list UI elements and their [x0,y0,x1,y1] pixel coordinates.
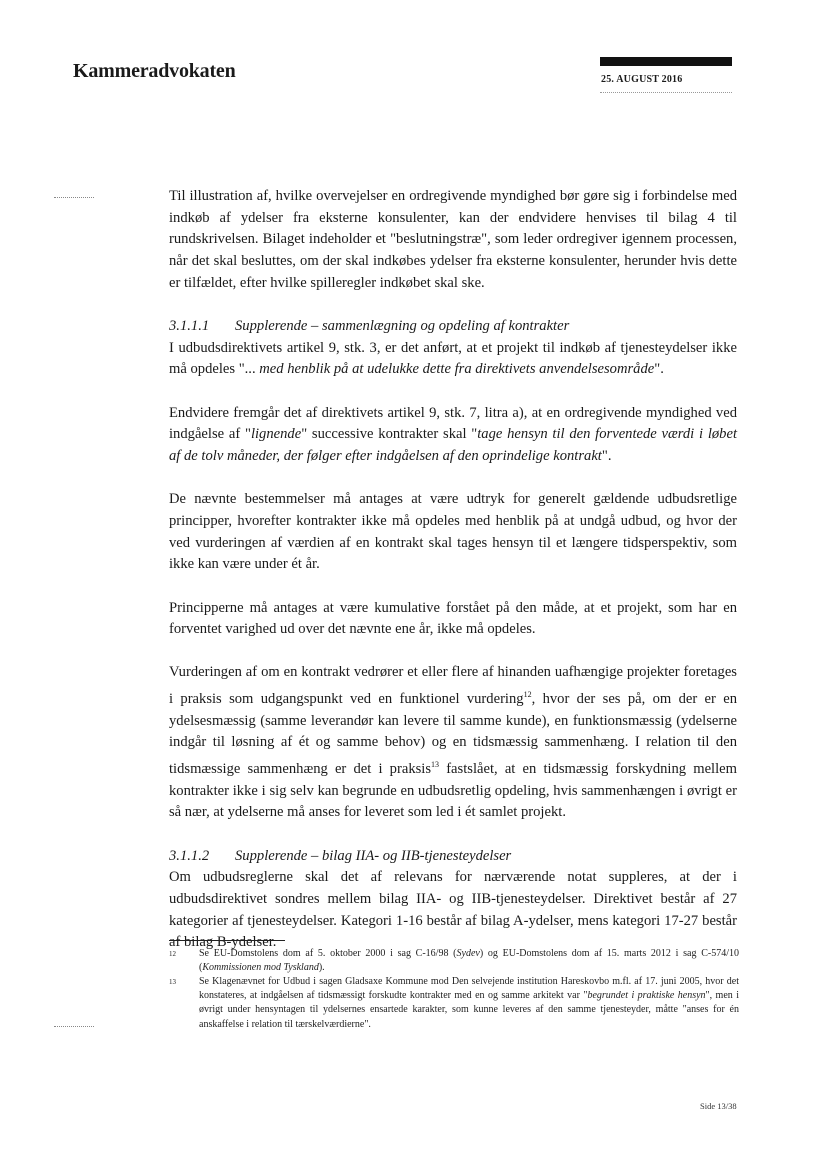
footnote-13 [169,975,739,1032]
header-bar [600,57,732,66]
paragraph-1: Til illustration af, hvilke overvejelser en ordregivende myndighed bør gøre sig i forbindelse med indkøb af ydelser fra eksterne konsulenter, kan der endvidere henvises til bilag 4 til rundskrivelsen. Bilaget indeholder et "beslutningstræ", som leder ordregiver igennem processen, når det skal besluttes, om der skal indkøbes ydelser fra eksterne konsulenter, herunder hvis dette er tilfældet, efter hvilke spilleregler indkøbet skal ske. [169,188,737,291]
footnote-text: Se EU-Domstolens dom af 5. oktober 2000 i sag C-16/98 (Sydev) og EU-Domstolens dom af 15. marts 2012 i sag C-574/10 (Kommissionen mod Tyskland). [199,948,739,974]
margin-mark-top [54,197,94,198]
document-date: 25. AUGUST 2016 [601,74,683,85]
paragraph-6: Vurderingen af om en kontrakt vedrører et eller flere af hinanden uafhængige projekter foretages i praksis som udgangspunkt ved en funktionel vurdering$^{12}$, hvor der ses på, om der er en ydelsesmæssig (samme leverandør kan levere til samme kunde), en funktionsmæssig (ydelserne indgår til løsning af ét og samme behov) og en tidsmæssig sammenhæng. I relation til den tidsmæssige sammenhæng er det i praksis$^{13}$ fastslået, at en tidsmæssig forskydning mellem kontrakter ikke i sig selv kan begrunde en udbudsretlig opdeling, hvis sammenhængen i øvrigt er så nær, at ydelserne må anses for leveret som led i ét samlet projekt. [169,664,738,821]
section-heading-3-1-1-1 [169,316,737,338]
footnote-mark: 12 [169,950,176,958]
section-heading-3-1-1-2 [169,846,737,868]
paragraph-2: I udbudsdirektivets artikel 9, stk. 3, er det anført, at et projekt til indkøb af tjenesteydelser ikke må opdeles "... med henblik på at udelukke dette fra direktivets anvendelsesområde". [169,339,737,378]
paragraph-7: Om udbudsreglerne skal det af relevans for nærværende notat suppleres, at der i udbudsdirektivet sondres mellem bilag IIA- og IIB-tjenesteydelser. Direktivet består af 27 kategorier af tjenesteydelser. Kategori 1-16 består af bilag A-ydelser, mens kategori 17-27 består af bilag B-ydelser. [169,869,737,951]
document-body [169,186,737,954]
footnote-separator [169,940,285,941]
section-title: Supplerende – bilag IIA- og IIB-tjenesteydelser [235,847,512,864]
section-number: 3.1.1.1 [169,318,210,335]
paragraph-5: Principperne må antages at være kumulative forstået på den måde, at et projekt, som har en forventet varighed ud over det nævnte ene år, ikke må opdeles. [169,599,737,638]
section-title: Supplerende – sammenlægning og opdeling af kontrakter [235,318,570,335]
paragraph-3: Endvidere fremgår det af direktivets artikel 9, stk. 7, litra a), at en ordregivende myndighed ved indgåelse af "lignende" successive kontrakter skal "tage hensyn til den forventede værdi i løbet af de tolv måneder, der følger efter indgåelsen af den oprindelige kontrakt". [169,404,737,465]
footnote-ref-12[interactable]: 12 [523,690,532,700]
footnote-12 [169,947,739,975]
section-number: 3.1.1.2 [169,847,210,864]
footnote-ref-13[interactable]: 13 [431,760,440,770]
paragraph-4: De nævnte bestemmelser må antages at være udtryk for generelt gældende udbudsretlige principper, hvorefter kontrakter ikke må opdeles med henblik på at undgå udbud, og hvor der ved vurderingen af værdien af en kontrakt skal tages hensyn til et længere tidsperspektiv, som ikke kan være under ét år. [169,491,737,573]
footnote-text: Se Klagenævnet for Udbud i sagen Gladsaxe Kommune mod Den selvejende institution Hareskovbo m.fl. af 17. juni 2005, hvor det konstateres, at indgåelsen af tidsmæssigt forskudte kontrakter med en og samme arkitekt var "begrundet i praktiske hensyn", men i øvrigt under hensyntagen til ydelsernes ensartede karakter, som kunne leveres af den samme tjenesteyder, måtte "anses for én anskaffelse i relation til tærskelværdierne". [199,976,739,1030]
page-number: Side 13/38 [700,1101,737,1111]
margin-mark-bottom [54,1026,94,1027]
footnote-mark: 13 [169,978,176,986]
header-dotted-rule [600,92,732,93]
firm-name: Kammeradvokaten [73,60,236,82]
